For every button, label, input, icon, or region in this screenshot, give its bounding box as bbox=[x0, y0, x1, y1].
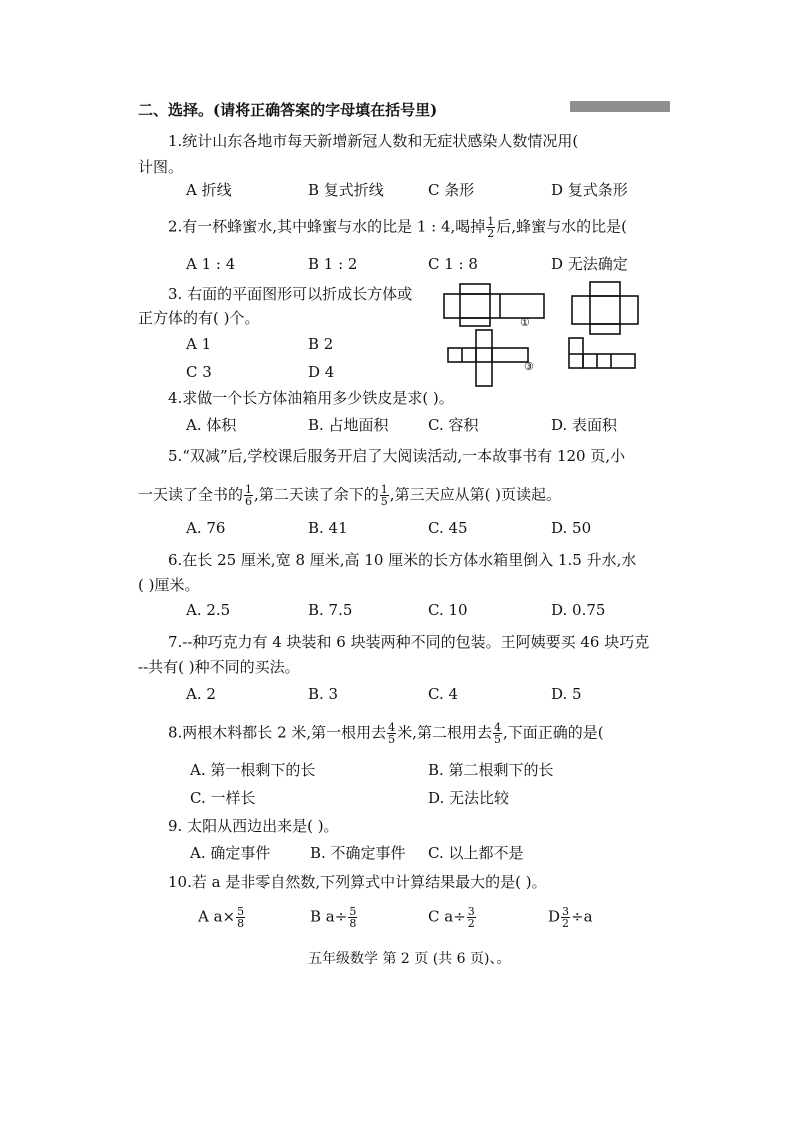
q10-option-b bbox=[310, 906, 358, 929]
q2-stem-before: 2.有一杯蜂蜜水,其中蜂蜜与水的比是 1 : 4,喝掉 bbox=[168, 217, 486, 236]
q5-option-b: B. 41 bbox=[308, 519, 348, 537]
q8-option-d: D. 无法比较 bbox=[428, 789, 510, 807]
q8-frac-b-num: 4 bbox=[493, 721, 501, 734]
q5-frac-a-num: 1 bbox=[245, 483, 253, 496]
q10-option-c-fraction bbox=[467, 906, 476, 929]
q9-option-b: B. 不确定事件 bbox=[310, 844, 406, 862]
q2-option-d: D 无法确定 bbox=[551, 255, 628, 273]
q6-option-c: C. 10 bbox=[428, 601, 468, 619]
q10-option-b-den: 8 bbox=[349, 917, 357, 930]
net-4 bbox=[569, 338, 635, 368]
net-2 bbox=[572, 282, 638, 334]
q2-fraction bbox=[486, 216, 495, 239]
q7-option-d: D. 5 bbox=[551, 685, 582, 703]
q8-stem-before: 8.两根木料都长 2 米,第一根用去 bbox=[168, 723, 387, 742]
section-title: 二、选择。(请将正确答案的字母填在括号里) bbox=[138, 101, 438, 119]
q3-option-d: D 4 bbox=[308, 363, 335, 381]
q7-option-c: C. 4 bbox=[428, 685, 459, 703]
q5-option-c: C. 45 bbox=[428, 519, 468, 537]
q10-option-a-prefix: A a× bbox=[198, 907, 236, 926]
q5-stem-line1: 5.“双减”后,学校课后服务开启了大阅读活动,一本故事书有 120 页,小 bbox=[168, 447, 626, 465]
q9-stem: 9. 太阳从西边出来是( )。 bbox=[168, 817, 339, 835]
q5-frac-b-den: 5 bbox=[380, 495, 388, 508]
q4-stem: 4.求做一个长方体油箱用多少铁皮是求( )。 bbox=[168, 389, 454, 407]
q2-stem bbox=[168, 216, 627, 239]
q7-option-a: A. 2 bbox=[186, 685, 216, 703]
q8-frac-a-num: 4 bbox=[388, 721, 396, 734]
q10-option-d bbox=[548, 906, 593, 929]
q10-option-a-num: 5 bbox=[237, 905, 245, 918]
q8-fraction-a bbox=[387, 722, 396, 745]
figure-label-3: ③ bbox=[524, 360, 534, 373]
q1-option-d: D 复式条形 bbox=[551, 181, 628, 199]
figure-label-1: ① bbox=[520, 316, 530, 329]
q8-fraction-b bbox=[493, 722, 502, 745]
q10-option-d-prefix: D bbox=[548, 907, 561, 926]
q8-stem bbox=[168, 722, 604, 745]
q1-option-c: C 条形 bbox=[428, 181, 475, 199]
q4-option-c: C. 容积 bbox=[428, 416, 479, 434]
q7-stem-line2: --共有( )种不同的买法。 bbox=[138, 658, 300, 676]
q2-option-a: A 1 : 4 bbox=[186, 255, 236, 273]
q4-option-d: D. 表面积 bbox=[551, 416, 618, 434]
q10-option-a bbox=[198, 906, 246, 929]
q6-option-b: B. 7.5 bbox=[308, 601, 353, 619]
q5-frac-b-num: 1 bbox=[380, 483, 388, 496]
page-footer: 五年级数学 第 2 页 (共 6 页)、。 bbox=[308, 951, 511, 967]
q8-option-a: A. 第一根剩下的长 bbox=[190, 761, 316, 779]
q2-stem-after: 后,蜂蜜与水的比是( bbox=[496, 217, 627, 236]
q5-fraction-a bbox=[244, 484, 253, 507]
q4-option-a: A. 体积 bbox=[186, 416, 237, 434]
q10-option-a-den: 8 bbox=[237, 917, 245, 930]
q10-option-c bbox=[428, 906, 477, 929]
q10-option-d-suffix: ÷a bbox=[571, 907, 593, 926]
q2-option-c: C 1 : 8 bbox=[428, 255, 478, 273]
q9-option-a: A. 确定事件 bbox=[190, 844, 271, 862]
q5-frac-a-den: 6 bbox=[245, 495, 253, 508]
q5-stem-part-c: ,第三天应从第( )页读起。 bbox=[389, 485, 562, 504]
q2-frac-num: 1 bbox=[487, 215, 495, 228]
q5-fraction-b bbox=[380, 484, 389, 507]
q10-option-c-den: 2 bbox=[467, 917, 475, 930]
q8-option-c: C. 一样长 bbox=[190, 789, 256, 807]
q10-option-b-fraction bbox=[348, 906, 357, 929]
q1-option-b: B 复式折线 bbox=[308, 181, 384, 199]
q5-option-d: D. 50 bbox=[551, 519, 592, 537]
q1-stem-line1: 1.统计山东各地市每天新增新冠人数和无症状感染人数情况用( bbox=[168, 132, 579, 150]
q10-option-c-num: 3 bbox=[467, 905, 475, 918]
q5-stem-line2 bbox=[138, 484, 561, 507]
q9-option-c: C. 以上都不是 bbox=[428, 844, 524, 862]
q10-option-c-prefix: C a÷ bbox=[428, 907, 466, 926]
q1-option-a: A 折线 bbox=[186, 181, 232, 199]
q2-frac-den: 2 bbox=[487, 227, 495, 240]
q6-option-a: A. 2.5 bbox=[186, 601, 231, 619]
q10-option-b-prefix: B a÷ bbox=[310, 907, 348, 926]
q6-stem-line1: 6.在长 25 厘米,宽 8 厘米,高 10 厘米的长方体水箱里倒入 1.5 升水,水 bbox=[168, 551, 637, 569]
q10-stem: 10.若 a 是非零自然数,下列算式中计算结果最大的是( )。 bbox=[168, 873, 547, 891]
q4-option-b: B. 占地面积 bbox=[308, 416, 389, 434]
q3-option-b: B 2 bbox=[308, 335, 334, 353]
q10-option-b-num: 5 bbox=[349, 905, 357, 918]
q10-option-d-den: 2 bbox=[562, 917, 570, 930]
net-3 bbox=[448, 330, 528, 386]
q8-frac-b-den: 5 bbox=[493, 733, 501, 746]
q8-stem-after: ,下面正确的是( bbox=[502, 723, 604, 742]
q6-stem-line2: ( )厘米。 bbox=[138, 576, 200, 594]
scan-mark bbox=[570, 101, 670, 112]
q3-option-a: A 1 bbox=[186, 335, 212, 353]
q6-option-d: D. 0.75 bbox=[551, 601, 606, 619]
q7-stem-line1: 7.--种巧克力有 4 块装和 6 块装两种不同的包装。王阿姨要买 46 块巧克 bbox=[168, 633, 650, 651]
q3-option-c: C 3 bbox=[186, 363, 212, 381]
q8-stem-middle: 米,第二根用去 bbox=[397, 723, 492, 742]
q5-stem-part-a: 一天读了全书的 bbox=[138, 485, 244, 504]
q10-option-d-fraction bbox=[561, 906, 570, 929]
q3-stem-line1: 3. 右面的平面图形可以折成长方体或 bbox=[168, 285, 413, 303]
q5-stem-part-b: ,第二天读了余下的 bbox=[254, 485, 379, 504]
cube-nets-figure bbox=[440, 278, 645, 390]
q10-option-d-num: 3 bbox=[562, 905, 570, 918]
q3-stem-line2: 正方体的有( )个。 bbox=[138, 309, 260, 327]
q2-option-b: B 1 : 2 bbox=[308, 255, 358, 273]
q10-option-a-fraction bbox=[236, 906, 245, 929]
q1-stem-line2: 计图。 bbox=[138, 158, 184, 176]
q8-frac-a-den: 5 bbox=[388, 733, 396, 746]
q5-option-a: A. 76 bbox=[186, 519, 226, 537]
q7-option-b: B. 3 bbox=[308, 685, 339, 703]
q8-option-b: B. 第二根剩下的长 bbox=[428, 761, 554, 779]
